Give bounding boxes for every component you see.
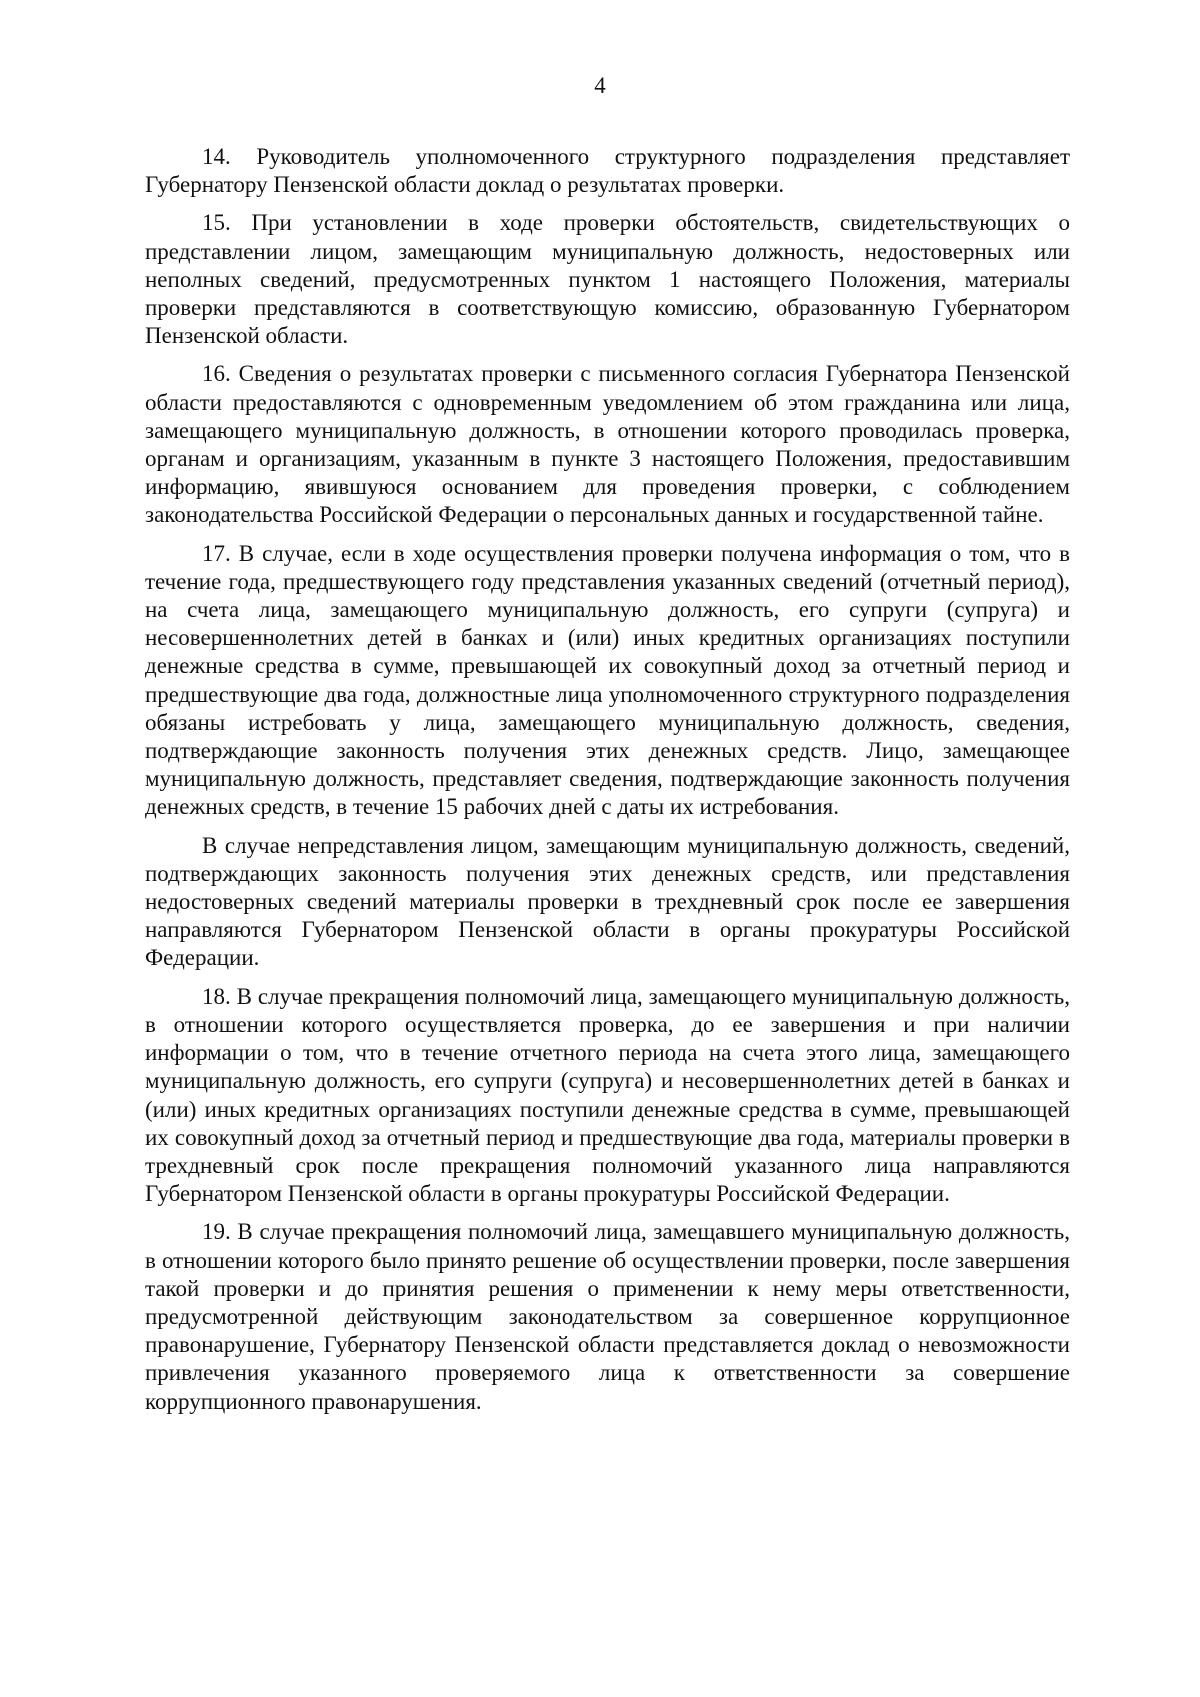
page-number: 4	[594, 73, 606, 98]
paragraph-14: 14. Руководитель уполномоченного структурного подразделения представляет Губернатору Пензенской области доклад о результатах проверки.	[145, 144, 1070, 198]
paragraph-17: 17. В случае, если в ходе осуществления проверки получена информация о том, что в течение года, предшествующего году представления указанных сведений (отчетный период), на счета лица, замещающего муниципальную должность, его супруги (супруга) и несовершеннолетних детей в банках и (или) иных кредитных организациях поступили денежные средства в сумме, превышающей их совокупный доход за отчетный период и предшествующие два года, должностные лица уполномоченного структурного подразделения обязаны истребовать у лица, замещающего муниципальную должность, сведения, подтверждающие законность получения этих денежных средств. Лицо, замещающее муниципальную должность, представляет сведения, подтверждающие законность получения денежных средств, в течение 15 рабочих дней с даты их истребования.	[145, 540, 1070, 820]
paragraph-18: 18. В случае прекращения полномочий лица, замещающего муниципальную должность, в отношении которого осуществляется проверка, до ее завершения и при наличии информации о том, что в течение отчетного периода на счета этого лица, замещающего муниципальную должность, его супруги (супруга) и несовершеннолетних детей в банках и (или) иных кредитных организациях поступили денежные средства в сумме, превышающей их совокупный доход за отчетный период и предшествующие два года, материалы проверки в трехдневный срок после прекращения полномочий указанного лица направляются Губернатором Пензенской области в органы прокуратуры Российской Федерации.	[145, 983, 1070, 1207]
paragraph-16: 16. Сведения о результатах проверки с письменного согласия Губернатора Пензенской области предоставляются с одновременным уведомлением об этом гражданина или лица, замещающего муниципальную должность, в отношении которого проводилась проверка, органам и организациям, указанным в пункте 3 настоящего Положения, предоставившим информацию, явившуюся основанием для проведения проверки, с соблюдением законодательства Российской Федерации о персональных данных и государственной тайне.	[145, 361, 1070, 528]
document-body	[145, 143, 1070, 1426]
paragraph-17-continuation: В случае непредставления лицом, замещающим муниципальную должность, сведений, подтверждающих законность получения этих денежных средств, или представления недостоверных сведений материалы проверки в трехдневный срок после ее завершения направляются Губернатором Пензенской области в органы прокуратуры Российской Федерации.	[145, 832, 1070, 971]
paragraph-19: 19. В случае прекращения полномочий лица, замещавшего муниципальную должность, в отношении которого было принято решение об осуществлении проверки, после завершения такой проверки и до принятия решения о применении к нему меры ответственности, предусмотренной действующим законодательством за совершенное коррупционное правонарушение, Губернатору Пензенской области представляется доклад о невозможности привлечения указанного проверяемого лица к ответственности за совершение коррупционного правонарушения.	[145, 1219, 1070, 1414]
paragraph-15: 15. При установлении в ходе проверки обстоятельств, свидетельствующих о представлении лицом, замещающим муниципальную должность, недостоверных или неполных сведений, предусмотренных пунктом 1 настоящего Положения, материалы проверки представляются в соответствующую комиссию, образованную Губернатором Пензенской области.	[145, 210, 1070, 349]
